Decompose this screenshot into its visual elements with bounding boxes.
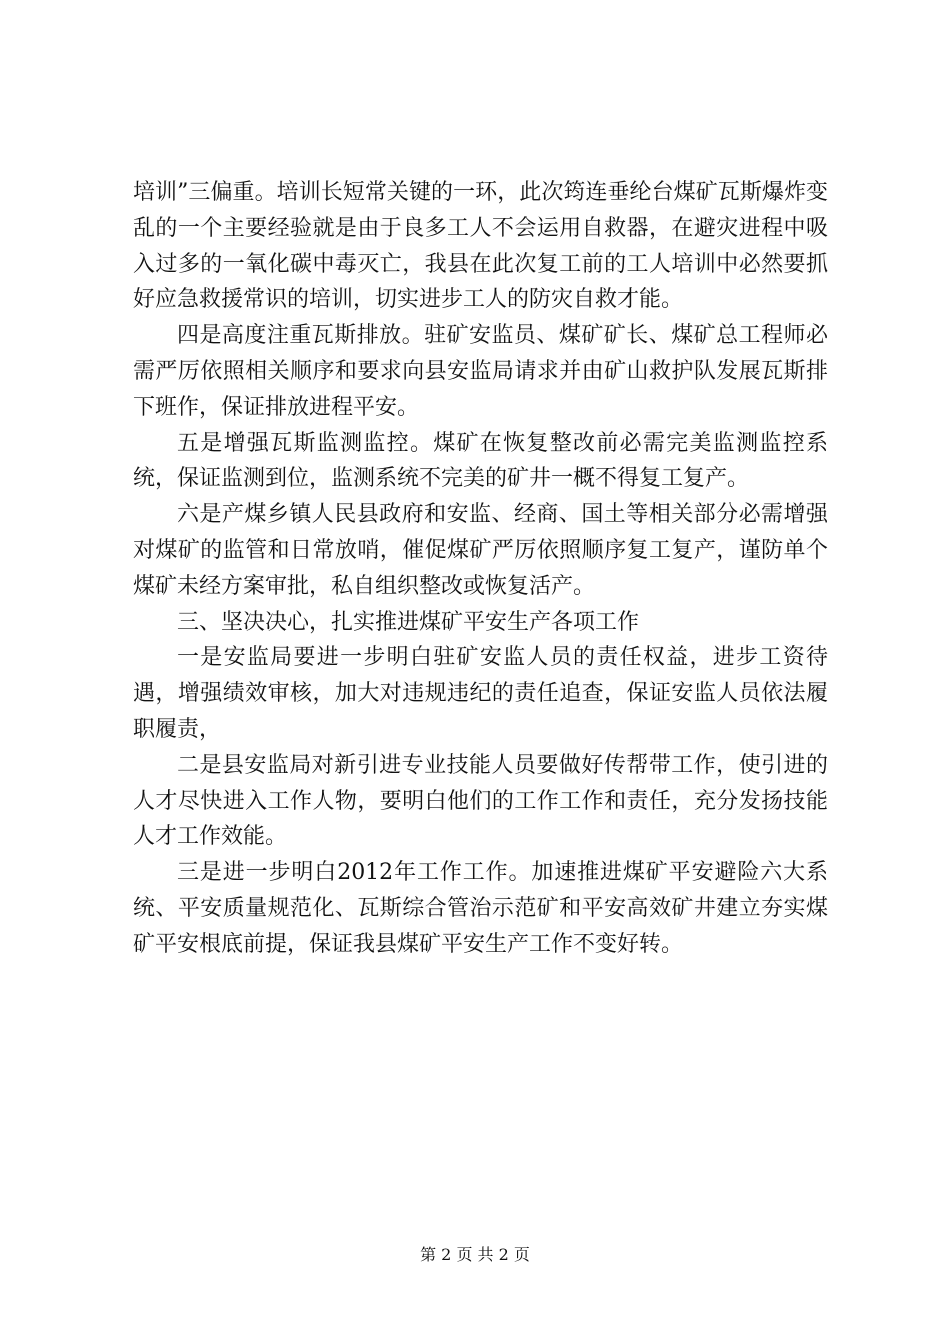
section-heading: 三、坚决决心，扎实推进煤矿平安生产各项工作 [177, 609, 640, 635]
paragraph-talent-training: 二是县安监局对新引进专业技能人员要做好传帮带工作，使引进的人才尽快进入工作人物，要明白他们的工作工作和责任，充分发扬技能人才工作效能。 [133, 752, 828, 850]
page-footer: 第 2 页 共 2 页 [420, 1245, 530, 1264]
paragraph-2012-work: 三是进一步明白2012年工作工作。加速推进煤矿平安避险六大系统、平安质量规范化、瓦斯综合管治示范矿和平安高效矿井建立夯实煤矿平安根底前提，保证我县煤矿平安生产工作不变好转。 [133, 860, 828, 957]
paragraph-gas-monitoring: 五是增强瓦斯监测监控。煤矿在恢复整改前必需完美监测监控系统，保证监测到位，监测系统不完美的矿井一概不得复工复产。 [133, 430, 828, 492]
paragraph-inspector-duties: 一是安监局要进一步明白驻矿安监人员的责任权益，进步工资待遇，增强绩效审核，加大对违规违纪的责任追查，保证安监人员依法履职履责， [133, 645, 828, 742]
document-body [133, 175, 828, 963]
paragraph-continued: 培训”三偏重。培训长短常关键的一环，此次筠连垂纶台煤矿瓦斯爆炸变乱的一个主要经验就是由于良多工人不会运用自救器，在避灾进程中吸入过多的一氧化碳中毒灭亡，我县在此次复工前的工人培训中必然要抓好应急救援常识的培训，切实进步工人的防灾自救才能。 [133, 180, 828, 313]
paragraph-supervision: 六是产煤乡镇人民县政府和安监、经商、国土等相关部分必需增强对煤矿的监管和日常放哨，催促煤矿严厉依照顺序复工复产，谨防单个煤矿未经方案审批，私自组织整改或恢复活产。 [133, 502, 828, 599]
paragraph-gas-discharge: 四是高度注重瓦斯排放。驻矿安监员、煤矿矿长、煤矿总工程师必需严厉依照相关顺序和要求向县安监局请求并由矿山救护队发展瓦斯排下班作，保证排放进程平安。 [133, 323, 828, 420]
